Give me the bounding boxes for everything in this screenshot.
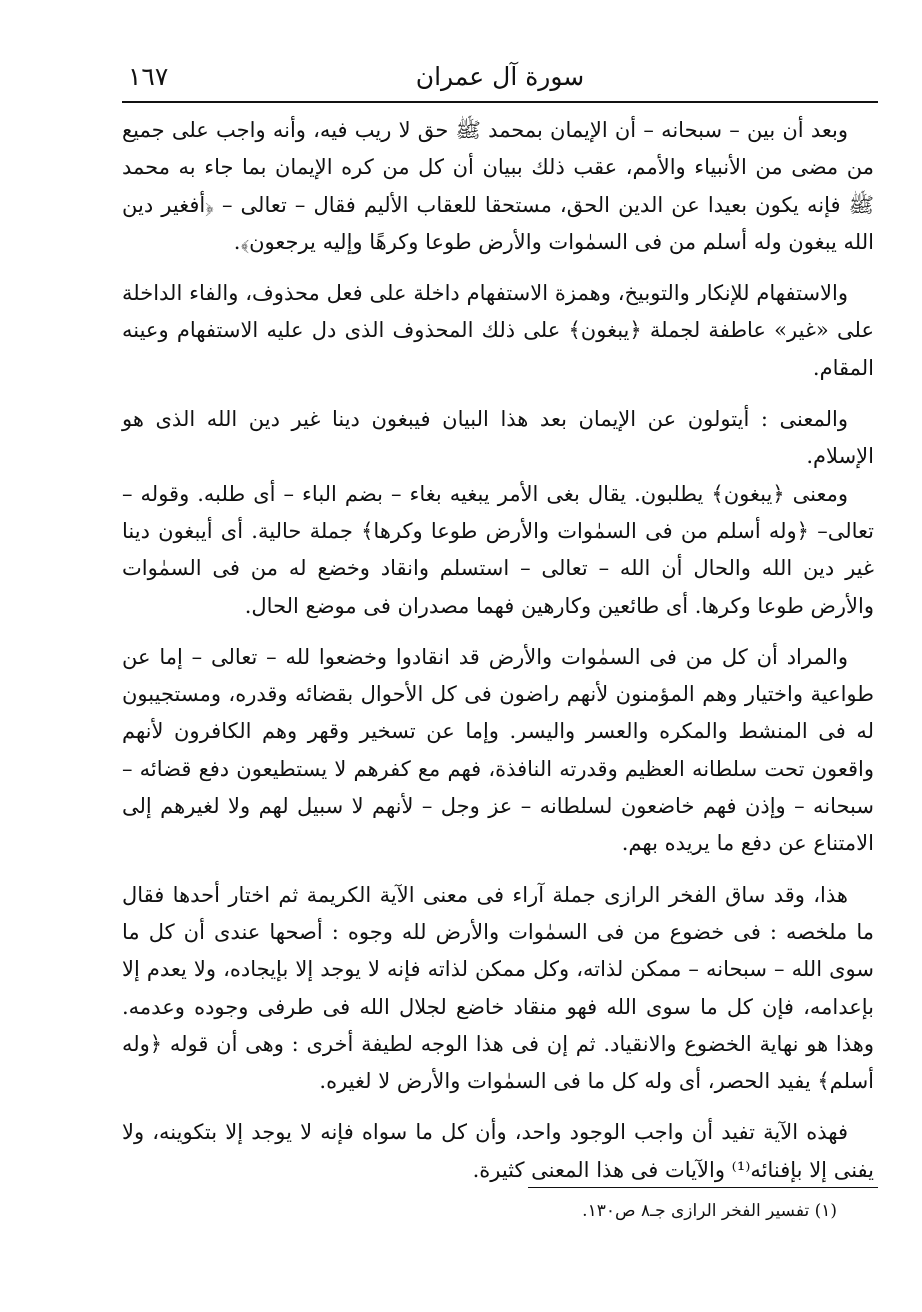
paragraph: والاستفهام للإنكار والتوبيخ، وهمزة الاستفهام داخلة على فعل محذوف، والفاء الداخلة على «غير» عاطفة لجملة ﴿يبغون﴾ على ذلك المحذوف الذى دل عليه الاستفهام وعينه المقام. — [122, 281, 874, 380]
paragraph: هذا، وقد ساق الفخر الرازى جملة آراء فى معنى الآية الكريمة ثم اختار أحدها فقال ما ملخصه : فى خضوع من فى السمٰوات والأرض لله وجوه : أصحها عندى أن كل ما سوى الله – سبحانه – ممكن لذاته، وكل ممكن لذاته فإنه لا يوجد إلا بإيجاده، ولا يعدم إلا بإعدامه، فإن كل ما سوى الله فهو منقاد خاضع لجلال الله فى طرفى وجوده وعدمه. وهذا هو نهاية الخضوع والانقياد. ثم إن فى هذا الوجه لطيفة أخرى : وهى أن قوله ﴿وله أسلم﴾ يفيد الحصر، أى وله كل ما فى السمٰوات والأرض لا لغيره. — [122, 882, 874, 1094]
paragraph: وبعد أن بين – سبحانه – أن الإيمان بمحمد ﷺ حق لا ريب فيه، وأنه واجب على جميع من مضى من الأنبياء والأمم، عقب ذلك ببيان أن كل من كره الإيمان بما جاء به محمد ﷺ فإنه يكون بعيدا عن الدين الحق، مستحقا للعقاب الأليم فقال – تعالى – ﴿أفغير دين الله يبغون وله أسلم من فى السمٰوات والأرض طوعا وكرهًا وإليه يرجعون﴾. — [122, 118, 874, 254]
page-number: ١٦٧ — [128, 62, 169, 91]
footnote: (١) تفسير الفخر الرازى جـ٨ ص١٣٠. — [582, 1201, 837, 1221]
body-text — [122, 112, 874, 1189]
header-rule — [122, 101, 878, 103]
paragraph: والمراد أن كل من فى السمٰوات والأرض قد انقادوا وخضعوا لله – تعالى – إما عن طواعية واختيار وهم المؤمنون لأنهم راضون فى كل الأحوال بقضائه وقدره، ومستجيبون له فى المنشط والمكره والعسر واليسر. وإما عن تسخير وقهر وهم الكافرون لأنهم واقعون تحت سلطانه العظيم وقدرته النافذة، فهم مع كفرهم لا يستطيعون دفع قضائه – سبحانه – وإذن فهم خاضعون لسلطانه – عز وجل – لأنهم لا سبيل لهم ولا لغيرهم إلى الامتناع عن دفع ما يريده بهم. — [122, 644, 874, 856]
page-header — [122, 58, 878, 98]
paragraph: والمعنى : أيتولون عن الإيمان بعد هذا البيان فيبغون دينا غير دين الله الذى هو الإسلام. — [122, 407, 874, 469]
footnote-rule — [528, 1187, 878, 1188]
paragraph: ومعنى ﴿يبغون﴾ يطلبون. يقال بغى الأمر يبغيه بغاء – بضم الباء – أى طلبه. وقوله –تعالى– ﴿وله أسلم من فى السمٰوات والأرض طوعا وكرها﴾ جملة حالية. أى أيبغون دينا غير دين الله والحال أن الله – تعالى – استسلم وانقاد وخضع له من فى السمٰوات والأرض طوعا وكرها. أى طائعين وكارهين فهما مصدران فى موضع الحال. — [122, 481, 874, 618]
paragraph: فهذه الآية تفيد أن واجب الوجود واحد، وأن كل ما سواه فإنه لا يوجد إلا بتكوينه، ولا يفنى إلا بإفنائه⁽¹⁾ والآيات فى هذا المعنى كثيرة. — [122, 1120, 874, 1182]
running-title: سورة آل عمران — [415, 62, 585, 91]
